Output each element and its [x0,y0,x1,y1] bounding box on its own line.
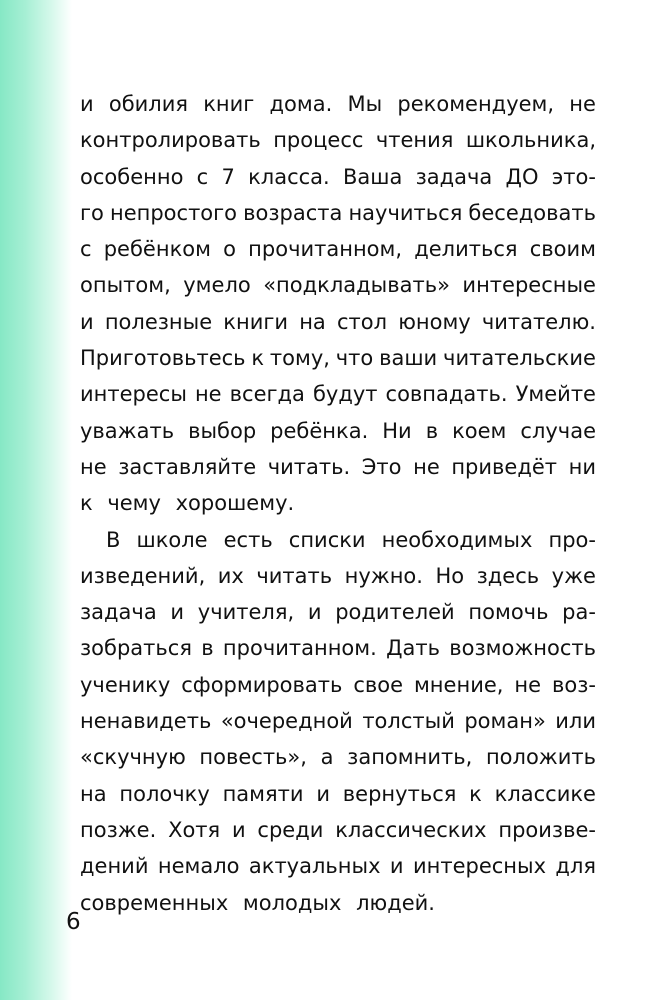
word: есть [223,527,273,552]
word: класса. [248,164,330,189]
word: памяти [222,781,304,806]
text-line [80,630,596,666]
word: учителя, [197,600,295,625]
word: ненавидеть [80,709,212,734]
word: выбор [188,418,257,443]
word: случае [520,418,596,443]
word: читать [256,563,333,588]
word: научиться [348,200,463,225]
text-line: к чему хорошему. [80,491,295,516]
word: ребёнка. [270,418,369,443]
word: го [80,200,104,225]
word: воз- [551,672,596,697]
word: «скучную [80,745,186,770]
page-number: 6 [66,909,81,935]
text-line [80,739,596,775]
text-line [80,703,596,739]
text-line [80,558,596,594]
word: произве- [498,817,596,842]
word: дений [80,854,149,879]
word: ДО [505,164,539,189]
word: положить [485,745,596,770]
word: Ни [382,418,412,443]
word: всегда [229,382,305,407]
word: своим [529,237,596,262]
word: ваши [379,346,438,371]
word: помочь [468,600,549,625]
text-line [80,522,596,558]
word: прочитанном, [248,237,403,262]
word: тому, [269,346,330,371]
word: здесь [476,563,540,588]
word: мнение, [413,672,504,697]
word: «очередной [220,709,353,734]
word: коем [452,418,507,443]
word: повесть», [199,745,307,770]
word: и [231,817,246,842]
word: с [196,164,209,189]
text-line [80,231,596,267]
word: необходимых [381,527,533,552]
word: к [251,346,265,371]
word: и [316,781,330,806]
word: возраста [243,200,343,225]
word: в [425,418,439,443]
paragraph [80,86,596,522]
body-text [80,86,596,921]
word: рекомендуем, [397,92,555,116]
word: в [201,636,214,661]
word: ни [568,454,596,479]
word: дома. [269,92,333,116]
word: и [307,600,322,625]
word: толстый [362,709,455,734]
word: процесс [273,128,364,153]
word: списки [288,527,366,552]
word: обилия [108,92,189,116]
word: Приготовьтесь [80,346,246,371]
text-line [80,159,596,195]
word: возможность [449,636,596,661]
word: Мы [347,92,383,116]
word: вернуться [342,781,457,806]
word: их [217,563,244,588]
word: особенно [80,164,184,189]
word: задача [415,164,493,189]
word: на [299,309,326,334]
word: уважать [80,418,175,443]
text-line [80,267,596,303]
word: и [389,854,404,879]
word: и [80,309,94,334]
word: школьника, [465,128,596,153]
text-line [80,340,596,376]
word: читательские [443,346,596,371]
word: актуальных [248,854,381,879]
word: родителей [335,600,455,625]
word: классических [335,817,487,842]
word: позже. [80,817,157,842]
word: и [170,600,185,625]
word: будут [312,382,378,407]
word: читателю. [481,309,596,334]
word: с [80,237,92,262]
word: юному [398,309,471,334]
word: и [80,92,94,116]
word: В [106,527,121,552]
word: изведений, [80,563,206,588]
text-line [80,413,596,449]
word: не [569,92,596,116]
word: совпадать. [385,382,508,407]
paragraph [80,522,596,921]
word: интересных [412,854,547,879]
text-line [80,667,596,703]
text-line: современных молодых людей. [80,890,435,915]
word: Хотя [168,817,221,842]
word: книги [223,309,289,334]
decorative-side-band [0,0,72,1000]
word: о [223,237,236,262]
word: непростого [109,200,238,225]
word: школе [136,527,208,552]
word: среди [257,817,324,842]
word: интересы [80,382,187,407]
word: ученику [80,672,171,697]
word: стол [336,309,388,334]
word: не [413,454,440,479]
word: для [555,854,596,879]
word: ра- [562,600,596,625]
word: уже [551,563,596,588]
word: про- [548,527,596,552]
word: Но [435,563,465,588]
word: ребёнком [103,237,211,262]
word: книг [203,92,255,116]
word: заставляйте [118,454,257,479]
word: Дать [386,636,440,661]
word: запомнить, [347,745,473,770]
word: чтения [375,128,454,153]
word: «подкладывать» [263,273,450,298]
word: не [194,382,222,407]
text-line [80,376,596,412]
text-line [80,195,596,231]
word: классике [494,781,596,806]
word: нужно. [344,563,423,588]
word: а [320,745,334,770]
text-line [80,122,596,158]
word: это- [551,164,596,189]
word: что [335,346,374,371]
word: делиться [414,237,518,262]
text-line [80,848,596,884]
word: умело [183,273,251,298]
word: Ваша [342,164,403,189]
word: зобраться [80,636,192,661]
text-line [80,449,596,485]
word: полочку [119,781,210,806]
word: интересные [462,273,596,298]
word: задача [80,600,157,625]
word: приведёт [451,454,558,479]
word: контролировать [80,128,261,153]
word: опытом, [80,273,171,298]
word: прочитанном. [222,636,377,661]
word: роман» [464,709,546,734]
text-line [80,86,596,122]
word: Умейте [515,382,596,407]
word: 7 [221,164,235,189]
word: полезные [104,309,213,334]
word: на [80,781,107,806]
text-line [80,776,596,812]
word: сформировать [181,672,343,697]
word: не [80,454,107,479]
word: свое [353,672,404,697]
word: к [469,781,482,806]
word: не [514,672,542,697]
text-line [80,812,596,848]
word: немало [157,854,240,879]
word: читать. [267,454,351,479]
word: или [555,709,596,734]
word: беседовать [468,200,596,225]
text-line [80,304,596,340]
word: Это [361,454,402,479]
text-line [80,594,596,630]
